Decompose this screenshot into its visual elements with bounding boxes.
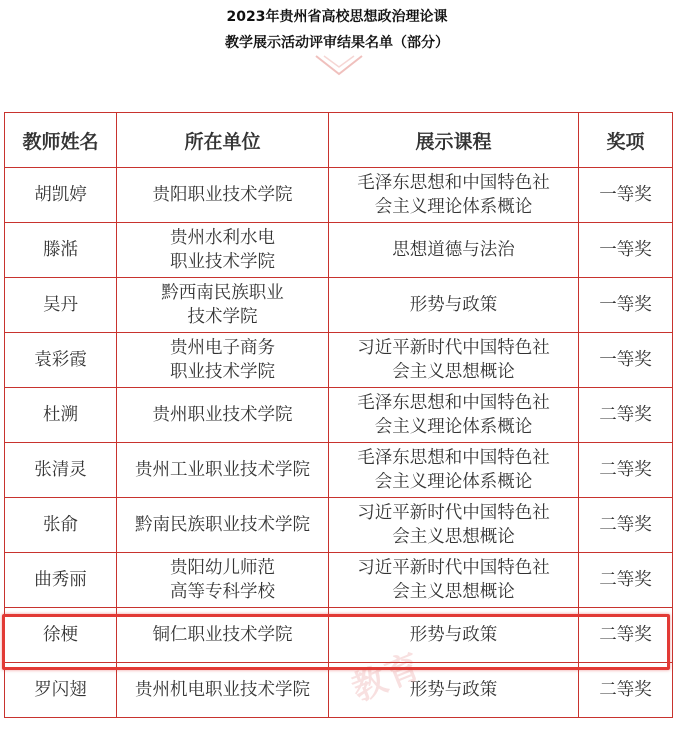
cell-teacher-name: 罗闪翅 bbox=[5, 663, 117, 718]
cell-award: 一等奖 bbox=[579, 223, 673, 278]
title-line-1: 2023年贵州省高校思想政治理论课 bbox=[226, 9, 448, 25]
cell-teacher-name: 张清灵 bbox=[5, 443, 117, 498]
table-row bbox=[5, 553, 673, 608]
cell-teacher-name: 袁彩霞 bbox=[5, 333, 117, 388]
cell-unit-line: 贵阳职业技术学院 bbox=[152, 185, 293, 205]
cell-course-line: 会主义思想概论 bbox=[392, 362, 515, 382]
cell-course-line: 会主义理论体系概论 bbox=[374, 417, 533, 437]
cell-course bbox=[329, 443, 579, 498]
cell-unit-line: 黔西南民族职业 bbox=[161, 283, 284, 303]
cell-teacher-name: 徐梗 bbox=[5, 608, 117, 663]
cell-unit-line: 高等专科学校 bbox=[170, 582, 275, 602]
cell-unit-line: 职业技术学院 bbox=[170, 252, 275, 272]
table-row bbox=[5, 608, 673, 663]
cell-award: 一等奖 bbox=[579, 333, 673, 388]
cell-course-line: 毛泽东思想和中国特色社 bbox=[357, 393, 550, 413]
cell-course-line: 形势与政策 bbox=[409, 680, 498, 700]
cell-teacher-name: 杜溯 bbox=[5, 388, 117, 443]
cell-teacher-name: 吴丹 bbox=[5, 278, 117, 333]
cell-award: 二等奖 bbox=[579, 553, 673, 608]
cell-course-line: 形势与政策 bbox=[409, 625, 498, 645]
cell-unit bbox=[117, 168, 329, 223]
cell-unit bbox=[117, 443, 329, 498]
cell-teacher-name: 滕湉 bbox=[5, 223, 117, 278]
table-row bbox=[5, 663, 673, 718]
cell-unit bbox=[117, 608, 329, 663]
cell-award: 二等奖 bbox=[579, 608, 673, 663]
cell-unit-line: 职业技术学院 bbox=[170, 362, 275, 382]
cell-unit bbox=[117, 333, 329, 388]
table-row bbox=[5, 388, 673, 443]
cell-course-line: 会主义思想概论 bbox=[392, 527, 515, 547]
cell-unit-line: 铜仁职业技术学院 bbox=[152, 625, 293, 645]
table-row bbox=[5, 333, 673, 388]
results-table bbox=[4, 112, 673, 718]
watermark: 教育 bbox=[346, 645, 429, 710]
cell-unit bbox=[117, 278, 329, 333]
cell-unit-line: 黔南民族职业技术学院 bbox=[135, 515, 310, 535]
cell-teacher-name: 胡凯婷 bbox=[5, 168, 117, 223]
cell-unit-line: 技术学院 bbox=[187, 307, 258, 327]
cell-award: 二等奖 bbox=[579, 388, 673, 443]
cell-course bbox=[329, 223, 579, 278]
cell-course-line: 会主义理论体系概论 bbox=[374, 472, 533, 492]
header-award: 奖项 bbox=[579, 113, 673, 168]
cell-award: 一等奖 bbox=[579, 278, 673, 333]
cell-teacher-name: 张俞 bbox=[5, 498, 117, 553]
cell-unit-line: 贵州工业职业技术学院 bbox=[135, 460, 310, 480]
cell-course bbox=[329, 608, 579, 663]
cell-course bbox=[329, 388, 579, 443]
header-unit: 所在单位 bbox=[117, 113, 329, 168]
cell-unit bbox=[117, 663, 329, 718]
table-row bbox=[5, 498, 673, 553]
table-row bbox=[5, 443, 673, 498]
cell-unit bbox=[117, 388, 329, 443]
cell-course bbox=[329, 333, 579, 388]
cell-course-line: 毛泽东思想和中国特色社 bbox=[357, 448, 550, 468]
header-teacher-name: 教师姓名 bbox=[5, 113, 117, 168]
chevron-down-icon bbox=[312, 52, 366, 80]
cell-teacher-name: 曲秀丽 bbox=[5, 553, 117, 608]
cell-course bbox=[329, 168, 579, 223]
cell-course bbox=[329, 278, 579, 333]
cell-unit bbox=[117, 223, 329, 278]
cell-award: 二等奖 bbox=[579, 443, 673, 498]
cell-unit-line: 贵州水利水电 bbox=[170, 228, 275, 248]
cell-course-line: 习近平新时代中国特色社 bbox=[357, 338, 550, 358]
table-header-row bbox=[5, 113, 673, 168]
cell-unit bbox=[117, 553, 329, 608]
header-course: 展示课程 bbox=[329, 113, 579, 168]
cell-course bbox=[329, 663, 579, 718]
cell-course bbox=[329, 553, 579, 608]
cell-course-line: 毛泽东思想和中国特色社 bbox=[357, 173, 550, 193]
cell-course-line: 会主义理论体系概论 bbox=[374, 197, 533, 217]
table-row bbox=[5, 168, 673, 223]
cell-course-line: 会主义思想概论 bbox=[392, 582, 515, 602]
cell-course-line: 习近平新时代中国特色社 bbox=[357, 558, 550, 578]
cell-award: 二等奖 bbox=[579, 498, 673, 553]
cell-unit-line: 贵州机电职业技术学院 bbox=[135, 680, 310, 700]
cell-award: 二等奖 bbox=[579, 663, 673, 718]
table-row bbox=[5, 223, 673, 278]
title-line-2: 教学展示活动评审结果名单（部分） bbox=[225, 35, 449, 51]
cell-course bbox=[329, 498, 579, 553]
cell-course-line: 形势与政策 bbox=[409, 295, 498, 315]
cell-course-line: 思想道德与法治 bbox=[392, 240, 515, 260]
cell-unit-line: 贵阳幼儿师范 bbox=[170, 558, 275, 578]
cell-course-line: 习近平新时代中国特色社 bbox=[357, 503, 550, 523]
table-row bbox=[5, 278, 673, 333]
cell-unit-line: 贵州职业技术学院 bbox=[152, 405, 293, 425]
cell-unit-line: 贵州电子商务 bbox=[170, 338, 275, 358]
cell-award: 一等奖 bbox=[579, 168, 673, 223]
cell-unit bbox=[117, 498, 329, 553]
